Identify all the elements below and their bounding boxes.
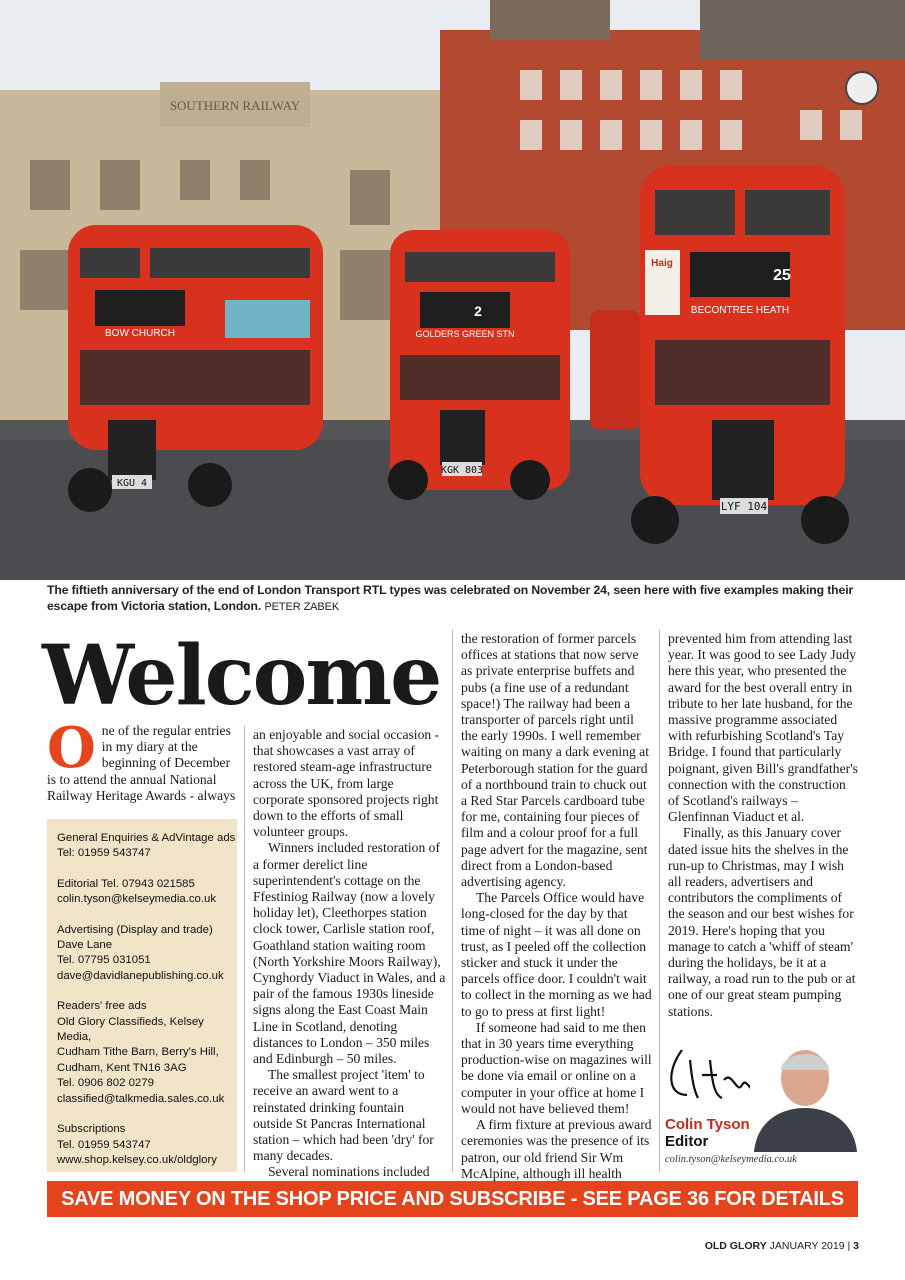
editor-signature-block xyxy=(662,1040,862,1170)
contact-line: Cudham Tithe Barn, Berry's Hill, xyxy=(57,1046,219,1059)
issue-date: JANUARY 2019 xyxy=(769,1240,845,1252)
bus-destination: BECONTREE HEATH xyxy=(690,305,790,316)
article-column-2 xyxy=(253,727,446,1181)
bus-kgk803 xyxy=(388,230,570,500)
paragraph: A firm fixture at previous award ceremonies was the presence of its patron, our old friend Sir Wm McAlpine, although ill health xyxy=(461,1117,652,1181)
editor-role: Editor xyxy=(665,1133,709,1150)
contact-line: Tel. 0906 802 0279 xyxy=(57,1077,154,1090)
contact-line: Cudham, Kent TN16 3AG xyxy=(57,1061,187,1074)
bus-destination: BOW CHURCH xyxy=(105,328,175,339)
bus-reg: KGU 4 xyxy=(116,478,148,489)
page-number: 3 xyxy=(853,1240,859,1252)
paragraph: If someone had said to me then that in 30 years time everything production-wise on magazines will be done via email or online on a computer in your office at home I would not have believed them! xyxy=(461,1019,652,1116)
contact-free-ads xyxy=(57,999,237,1107)
southern-railway-sign: SOUTHERN RAILWAY xyxy=(169,98,301,113)
contact-editorial xyxy=(57,877,237,908)
editor-email[interactable]: colin.tyson@kelseymedia.co.uk xyxy=(665,1154,797,1165)
contact-line: Tel: 01959 543747 xyxy=(57,847,151,860)
bus-reg: LYF 104 xyxy=(720,500,768,513)
buses-illustration xyxy=(0,0,905,580)
article-column-4 xyxy=(668,631,860,1020)
contact-line: Tel. 01959 543747 xyxy=(57,1138,151,1151)
column-rule xyxy=(659,630,660,1172)
contact-general xyxy=(57,831,237,862)
contact-label: General Enquiries & AdVintage ads xyxy=(57,832,236,844)
paragraph: The smallest project 'item' to receive an award went to a reinstated drinking fountain outside St Pancras International station – which had been 'dry' for many decades. xyxy=(253,1067,434,1164)
caption-text: The fiftieth anniversary of the end of London Transport RTL types was celebrated on November 24, seen here with five examples making their escape from Victoria station, London. xyxy=(47,583,854,613)
paragraph: Several nominations included xyxy=(268,1164,430,1180)
contacts-box xyxy=(47,819,237,1172)
contact-label: Editorial Tel. 07943 021585 xyxy=(57,877,195,890)
bus-route: 2 xyxy=(474,303,482,319)
bus-reg: KGK 803 xyxy=(440,465,484,476)
contact-label: Readers' free ads xyxy=(57,1000,147,1013)
contact-email[interactable]: classified@talkmedia.sales.co.uk xyxy=(57,1092,225,1105)
contact-line: Dave Lane xyxy=(57,939,113,952)
haig-ad: Haig xyxy=(651,258,673,269)
contact-url[interactable]: www.shop.kelsey.co.uk/oldglory xyxy=(57,1153,217,1166)
contact-label: Advertising (Display and trade) xyxy=(57,923,213,936)
editor-name: Colin Tyson xyxy=(665,1116,750,1133)
magazine-name: OLD GLORY xyxy=(704,1240,767,1252)
paragraph: the restoration of former parcels offices at stations that now serve as private enterprise buffets and pubs (a fine use of a redundant space!) The railway had been a transporter of parcels right until the early 1990s. I well remember waiting on many a dark evening at Peterborough station for the guard of a northbound train to chuck out a Red Star Parcels cardboard tube for me, containing four pieces of film and a colour proof for a full page advert for the magazine, sent direct from a London-based advertising agency. xyxy=(461,631,649,890)
contact-advertising xyxy=(57,923,237,985)
bus-destination: GOLDERS GREEN STN xyxy=(415,329,515,339)
contact-label: Subscriptions xyxy=(57,1123,126,1136)
contact-line: Tel. 07795 031051 xyxy=(57,954,151,967)
intro-paragraph: ne of the regular entries in my diary at the beginning of December is to attend the annual National Railway Heritage Awards - always xyxy=(47,723,236,803)
article-column-1 xyxy=(47,715,237,804)
bus-route: 25 xyxy=(773,267,791,284)
page-footer xyxy=(705,1240,859,1252)
column-rule xyxy=(452,630,453,1172)
contact-subscriptions xyxy=(57,1122,237,1168)
signature-and-portrait xyxy=(662,1040,862,1170)
drop-cap: O xyxy=(47,715,96,781)
paragraph: an enjoyable and social occasion - that showcases a vast array of restored steam-age infrastructure across the UK, from large corporate sponsored projects right down to the efforts of small volunteer groups. xyxy=(253,727,440,840)
paragraph: Winners included restoration of a former derelict line superintendent's cottage on the Ffestiniog Railway (now a lovely holiday let), Cleethorpes station clock tower, Carlisle station roof, Goathland station waiting room (North Yorkshire Moors Railway), Cynghordy Viaduct in Wales, and a pair of the famous 1930s lineside signs along the East Coast Main Line in Scotland, denoting distances to London – 350 miles and Edinburgh – 50 miles. xyxy=(253,840,446,1067)
article-title: Welcome xyxy=(42,628,441,724)
paragraph: prevented him from attending last year. It was good to see Lady Judy here this year, who presented the award for the best overall entry in tribute to her late husband, for the massive programme associated with refurbishing Scotland's Tay Bridge. I found that particularly poignant, given Bill's grandfather's connection with the construction of Scotland's railways – Glenfinnan Viaduct et al. xyxy=(668,631,858,825)
contact-email[interactable]: colin.tyson@kelseymedia.co.uk xyxy=(57,893,217,906)
contact-email[interactable]: dave@davidlanepublishing.co.uk xyxy=(57,969,224,982)
paragraph: Finally, as this January cover dated issue hits the shelves in the run-up to Christmas, may I wish all readers, advertisers and contributors the compliments of the season and our best wishes for 2019. Here's hoping that you manage to catch a 'whiff of steam' during the holidays, be it at a railway, a road run to the pub or at one of our great steam pumping stations. xyxy=(668,825,856,1019)
photo-caption xyxy=(47,582,867,615)
paragraph: The Parcels Office would have long-closed for the day by that time of night – it was all done on trust, as I peeled off the collection sticker and stuck it under the parcels office door. I couldn't wait to collect in the morning as we had to go to press at first light! xyxy=(461,890,652,1019)
cover-photo xyxy=(0,0,905,580)
signature xyxy=(671,1050,762,1098)
column-rule xyxy=(244,726,245,1172)
bus-lyf104 xyxy=(631,165,849,544)
subscribe-banner[interactable]: SAVE MONEY ON THE SHOP PRICE AND SUBSCRIBE - SEE PAGE 36 FOR DETAILS xyxy=(47,1181,858,1217)
article-column-3 xyxy=(461,631,653,1182)
photo-credit: PETER ZABEK xyxy=(264,601,340,613)
editor-portrait xyxy=(750,1040,860,1152)
contact-line: Old Glory Classifieds, Kelsey Media, xyxy=(57,1015,204,1044)
footer-separator: | xyxy=(847,1240,851,1252)
